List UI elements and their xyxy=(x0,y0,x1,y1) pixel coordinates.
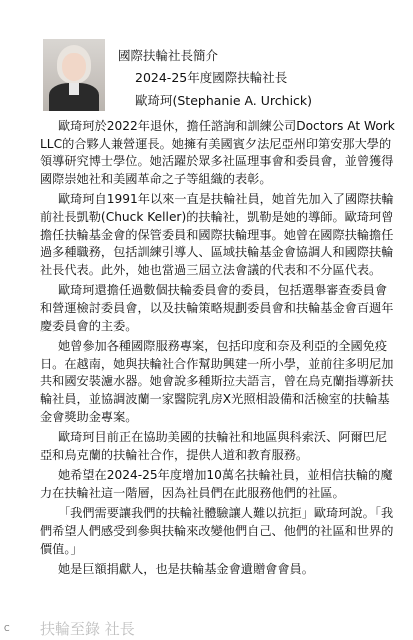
bio-paragraph-1: 歐琦珂於2022年退休，擔任諮詢和訓練公司Doctors At Work LLC的合夥人兼營運長。她擁有美國賓夕法尼亞州印第安那大學的領導研究博士學位。她活躍於眾多社區理事會和委員會，並曾獲得國際崇她社和美國革命之子等組織的表彰。 xyxy=(40,119,395,186)
header-role: 2024-25年度國際扶輪社長 xyxy=(135,70,288,85)
bio-paragraph-6: 她希望在2024-25年度增加10萬名扶輪社員，並相信扶輪的魔力在扶輪社這一階層，因為社員們在此服務他們的社區。 xyxy=(40,468,393,500)
bio-paragraph-3: 歐琦珂還擔任過數個扶輪委員會的委員，包括選舉審查委員會和營運檢討委員會，以及扶輪策略規劃委員會和扶輪基金會百週年慶委員會的主委。 xyxy=(40,283,394,333)
header-title: 國際扶輪社長簡介 xyxy=(118,48,219,63)
portrait-photo xyxy=(43,39,105,111)
biography-body xyxy=(40,118,398,582)
corner-mark: C xyxy=(4,624,10,633)
bio-paragraph-7: 「我們需要讓我們的扶輪社體驗讓人難以抗拒」歐琦珂說。「我們希望人們感受到參與扶輪來改變他們自己、他們的社區和世界的價值。」 xyxy=(40,506,394,556)
bio-paragraph-2: 歐琦珂自1991年以來一直是扶輪社員，她首先加入了國際扶輪前社長凱勒(Chuck Keller)的扶輪社，凱勒是她的導師。歐琦珂曾擔任扶輪基金會的保管委員和國際扶輪理事。她曾在國際扶輪擔任過多種職務，包括訓練引導人、區域扶輪基金會協調人和國際扶輪社長代表。此外，她也當過三屆立法會議的代表和不分區代表。 xyxy=(40,192,394,277)
bleed-through-text: 扶輪至錄 社長 xyxy=(40,620,135,638)
bio-paragraph-5: 歐琦珂目前正在協助美國的扶輪社和地區與科索沃、阿爾巴尼亞和烏克蘭的扶輪社合作，提供人道和教育服務。 xyxy=(40,430,388,462)
bio-paragraph-4: 她曾參加各種國際服務專案，包括印度和奈及利亞的全國免疫日。在越南，她與扶輪社合作幫助興建一所小學，並前往多明尼加共和國安裝濾水器。她會說多種斯拉夫語言，曾在烏克蘭指導新扶輪社員，並協調波蘭一家醫院乳房X光照相設備和活檢室的扶輪基金會獎助金專案。 xyxy=(40,339,394,424)
header-name: 歐琦珂(Stephanie A. Urchick) xyxy=(135,93,313,108)
bio-paragraph-8: 她是巨額捐獻人，也是扶輪基金會遺贈會會員。 xyxy=(58,562,314,577)
